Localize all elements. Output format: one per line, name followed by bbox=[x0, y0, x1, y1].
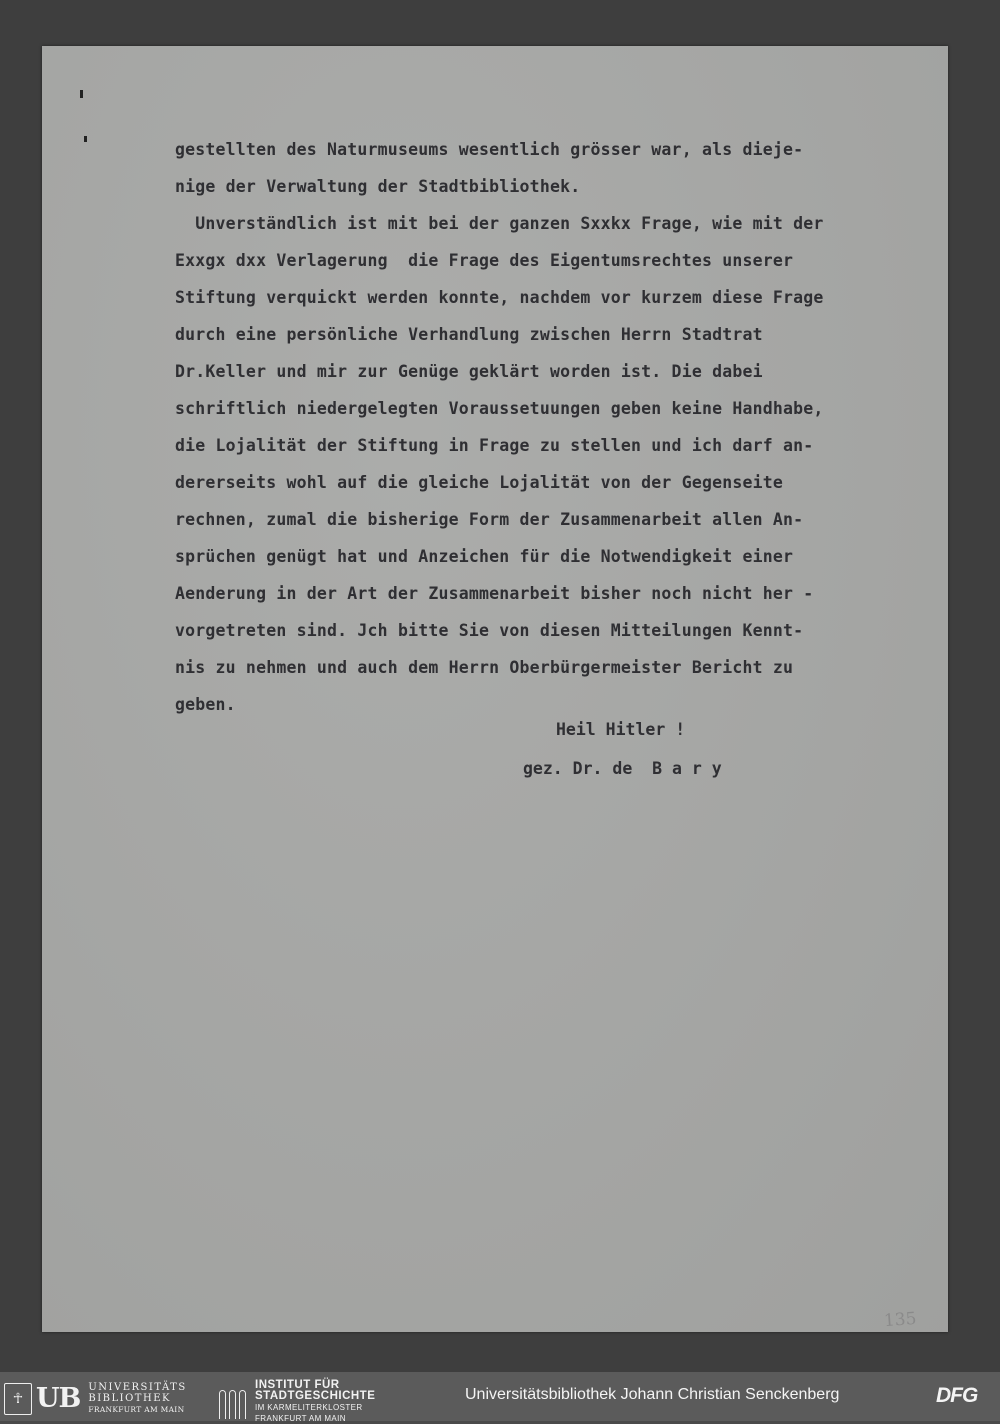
letter-body bbox=[175, 131, 935, 723]
ub-logo[interactable] bbox=[4, 1382, 187, 1415]
text-line: durch eine persönliche Verhandlung zwischen Herrn Stadtrat bbox=[175, 325, 763, 344]
text-line: Dr.Keller und mir zur Genüge geklärt worden ist. Die dabei bbox=[175, 362, 763, 381]
ub-seal-icon: ☥ bbox=[4, 1383, 32, 1415]
greeting: Heil Hitler ! bbox=[556, 720, 686, 739]
text-line: Exxgx dxx Verlagerung die Frage des Eigentumsrechtes unserer bbox=[175, 251, 794, 270]
isg-logo[interactable] bbox=[215, 1380, 375, 1424]
text-line: geben. bbox=[175, 695, 236, 714]
punch-mark bbox=[84, 136, 87, 142]
document-page bbox=[42, 46, 948, 1332]
dfg-logo[interactable]: DFG bbox=[936, 1384, 978, 1407]
isg-line: IM KARMELITERKLOSTER bbox=[255, 1403, 363, 1412]
text-line: vorgetreten sind. Jch bitte Sie von diesen Mitteilungen Kennt- bbox=[175, 621, 804, 640]
text-line: dererseits wohl auf die gleiche Lojalität von der Gegenseite bbox=[175, 473, 784, 492]
ub-line: FRANKFURT AM MAIN bbox=[88, 1405, 185, 1414]
text-line: nige der Verwaltung der Stadtbibliothek. bbox=[175, 177, 581, 196]
isg-name bbox=[255, 1380, 375, 1424]
isg-line: FRANKFURT AM MAIN bbox=[255, 1414, 346, 1423]
ub-letters: UB bbox=[36, 1383, 81, 1414]
text-line: schriftlich niedergelegten Voraussetuungen geben keine Handhabe, bbox=[175, 399, 824, 418]
text-line: Unverständlich ist mit bei der ganzen Sxxkx Frage, wie mit der bbox=[175, 214, 824, 233]
text-line: gestellten des Naturmuseums wesentlich grösser war, als dieje- bbox=[175, 140, 804, 159]
footer-title[interactable]: Universitätsbibliothek Johann Christian Senckenberg bbox=[465, 1386, 840, 1403]
text-line: sprüchen genügt hat und Anzeichen für die Notwendigkeit einer bbox=[175, 547, 794, 566]
ub-line: UNIVERSITÄTS bbox=[88, 1382, 187, 1393]
ub-line: BIBLIOTHEK bbox=[88, 1393, 171, 1404]
archive-number: 135 bbox=[883, 1308, 918, 1332]
isg-line: STADTGESCHICHTE bbox=[255, 1390, 376, 1402]
text-line: die Lojalität der Stiftung in Frage zu stellen und ich darf an- bbox=[175, 436, 814, 455]
text-line: nis zu nehmen und auch dem Herrn Oberbürgermeister Bericht zu bbox=[175, 658, 794, 677]
arch-icon bbox=[215, 1385, 249, 1419]
signature: gez. Dr. de B a r y bbox=[523, 759, 722, 778]
isg-line: INSTITUT FÜR bbox=[255, 1379, 340, 1391]
punch-mark bbox=[80, 90, 83, 98]
text-line: Stiftung verquickt werden konnte, nachdem vor kurzem diese Frage bbox=[175, 288, 824, 307]
text-line: rechnen, zumal die bisherige Form der Zusammenarbeit allen An- bbox=[175, 510, 804, 529]
ub-name bbox=[88, 1382, 186, 1415]
footer-bar bbox=[0, 1372, 1000, 1421]
text-line: Aenderung in der Art der Zusammenarbeit bisher noch nicht her - bbox=[175, 584, 814, 603]
